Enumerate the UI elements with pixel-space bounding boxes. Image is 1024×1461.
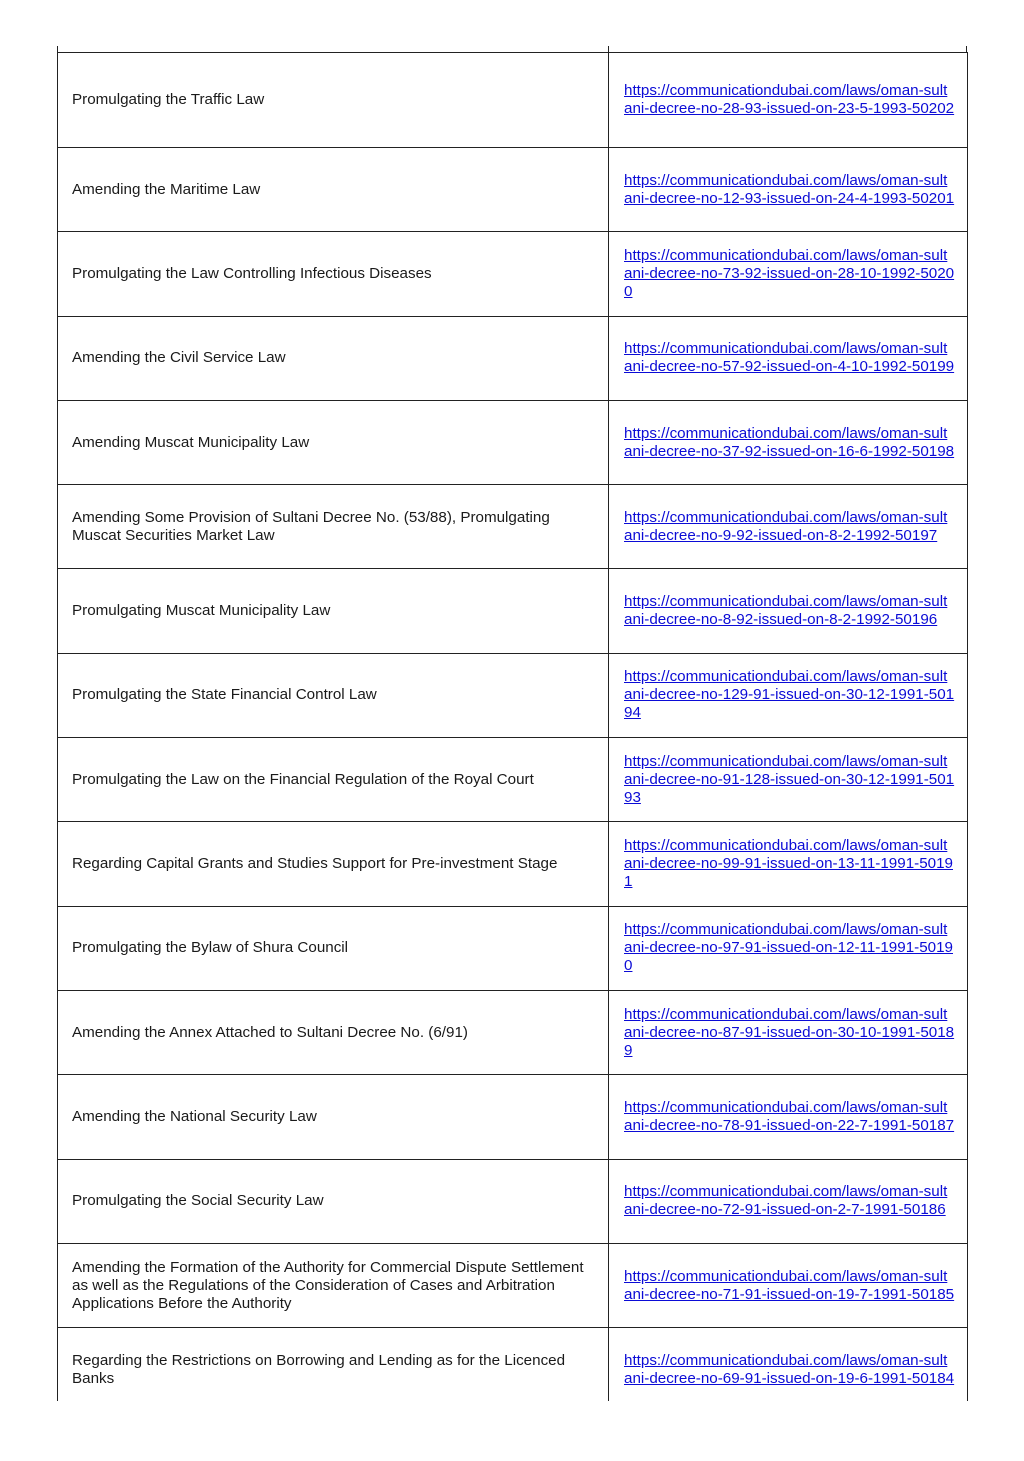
decree-title: Regarding Capital Grants and Studies Support for Pre-investment Stage: [58, 822, 609, 906]
decree-link-cell: [609, 569, 968, 653]
table-row: [58, 316, 968, 400]
decree-title: Amending the National Security Law: [58, 1075, 609, 1159]
decree-link-cell: [609, 822, 968, 906]
decree-link[interactable]: https://communicationdubai.com/laws/oman-sultani-decree-no-37-92-issued-on-16-6-1992-50198: [624, 424, 955, 460]
decree-title: Promulgating the State Financial Control Law: [58, 653, 609, 737]
decree-link[interactable]: https://communicationdubai.com/laws/oman-sultani-decree-no-91-128-issued-on-30-12-1991-50193: [624, 752, 955, 806]
table-row: [58, 569, 968, 653]
decree-link-cell: [609, 1159, 968, 1243]
decree-link-cell: [609, 400, 968, 484]
decree-link[interactable]: https://communicationdubai.com/laws/oman-sultani-decree-no-9-92-issued-on-8-2-1992-50197: [624, 508, 948, 544]
decree-link-cell: [609, 316, 968, 400]
table-row: [58, 822, 968, 906]
decree-title: Promulgating the Bylaw of Shura Council: [58, 906, 609, 990]
decree-link-cell: [609, 1243, 968, 1327]
decree-title: Amending Some Provision of Sultani Decree No. (53/88), Promulgating Muscat Securities Market Law: [58, 485, 609, 569]
table-row: [58, 1243, 968, 1327]
decree-link[interactable]: https://communicationdubai.com/laws/oman-sultani-decree-no-73-92-issued-on-28-10-1992-50200: [624, 246, 955, 300]
decree-title: Promulgating the Law on the Financial Regulation of the Royal Court: [58, 738, 609, 822]
decree-link-cell: [609, 1075, 968, 1159]
decree-table-body: [58, 53, 968, 1412]
table-row: [58, 485, 968, 569]
table-row: [58, 906, 968, 990]
decree-link[interactable]: https://communicationdubai.com/laws/oman-sultani-decree-no-129-91-issued-on-30-12-1991-50194: [624, 668, 955, 722]
decree-link-cell: [609, 738, 968, 822]
table-row: [58, 738, 968, 822]
decree-title: Amending the Annex Attached to Sultani Decree No. (6/91): [58, 990, 609, 1074]
decree-link-cell: [609, 1328, 968, 1412]
decree-link[interactable]: https://communicationdubai.com/laws/oman-sultani-decree-no-99-91-issued-on-13-11-1991-50191: [624, 837, 953, 891]
table-row: [58, 653, 968, 737]
decree-link[interactable]: https://communicationdubai.com/laws/oman-sultani-decree-no-57-92-issued-on-4-10-1992-50199: [624, 340, 955, 376]
table-row: [58, 1159, 968, 1243]
decree-title: Promulgating the Law Controlling Infectious Diseases: [58, 232, 609, 316]
decree-link[interactable]: https://communicationdubai.com/laws/oman-sultani-decree-no-12-93-issued-on-24-4-1993-50201: [624, 171, 955, 207]
decree-link[interactable]: https://communicationdubai.com/laws/oman-sultani-decree-no-8-92-issued-on-8-2-1992-50196: [624, 593, 948, 629]
decree-link-cell: [609, 906, 968, 990]
decree-link[interactable]: https://communicationdubai.com/laws/oman-sultani-decree-no-78-91-issued-on-22-7-1991-50187: [624, 1098, 955, 1134]
decree-title: Promulgating the Traffic Law: [58, 53, 609, 148]
decree-link[interactable]: https://communicationdubai.com/laws/oman-sultani-decree-no-71-91-issued-on-19-7-1991-50185: [624, 1267, 955, 1303]
table-row: [58, 148, 968, 232]
table-row: [58, 400, 968, 484]
decree-title: Promulgating the Social Security Law: [58, 1159, 609, 1243]
decree-link-cell: [609, 990, 968, 1074]
decree-title: Regarding the Restrictions on Borrowing and Lending as for the Licenced Banks: [58, 1328, 609, 1412]
decree-link-cell: [609, 53, 968, 148]
decree-link-cell: [609, 232, 968, 316]
decree-link[interactable]: https://communicationdubai.com/laws/oman-sultani-decree-no-72-91-issued-on-2-7-1991-50186: [624, 1183, 948, 1219]
decree-link[interactable]: https://communicationdubai.com/laws/oman-sultani-decree-no-97-91-issued-on-12-11-1991-50190: [624, 921, 953, 975]
decree-link[interactable]: https://communicationdubai.com/laws/oman-sultani-decree-no-69-91-issued-on-19-6-1991-50184: [624, 1351, 955, 1387]
decree-title: Amending Muscat Municipality Law: [58, 400, 609, 484]
decree-title: Amending the Formation of the Authority for Commercial Dispute Settlement as well as the Regulations of the Consideration of Cases and Arbitration Applications Before the Authority: [58, 1243, 609, 1327]
decree-title: Promulgating Muscat Municipality Law: [58, 569, 609, 653]
table-row: [58, 1328, 968, 1412]
decree-link[interactable]: https://communicationdubai.com/laws/oman-sultani-decree-no-28-93-issued-on-23-5-1993-50202: [624, 82, 955, 117]
decree-link-cell: [609, 148, 968, 232]
table-row: [58, 53, 968, 148]
decree-link[interactable]: https://communicationdubai.com/laws/oman-sultani-decree-no-87-91-issued-on-30-10-1991-50189: [624, 1005, 955, 1059]
page-bottom-margin: [56, 1401, 970, 1461]
decree-title: Amending the Civil Service Law: [58, 316, 609, 400]
decree-table: [57, 52, 968, 1412]
decree-link-cell: [609, 653, 968, 737]
table-row: [58, 232, 968, 316]
decree-link-cell: [609, 485, 968, 569]
table-row: [58, 1075, 968, 1159]
decree-title: Amending the Maritime Law: [58, 148, 609, 232]
table-row: [58, 990, 968, 1074]
